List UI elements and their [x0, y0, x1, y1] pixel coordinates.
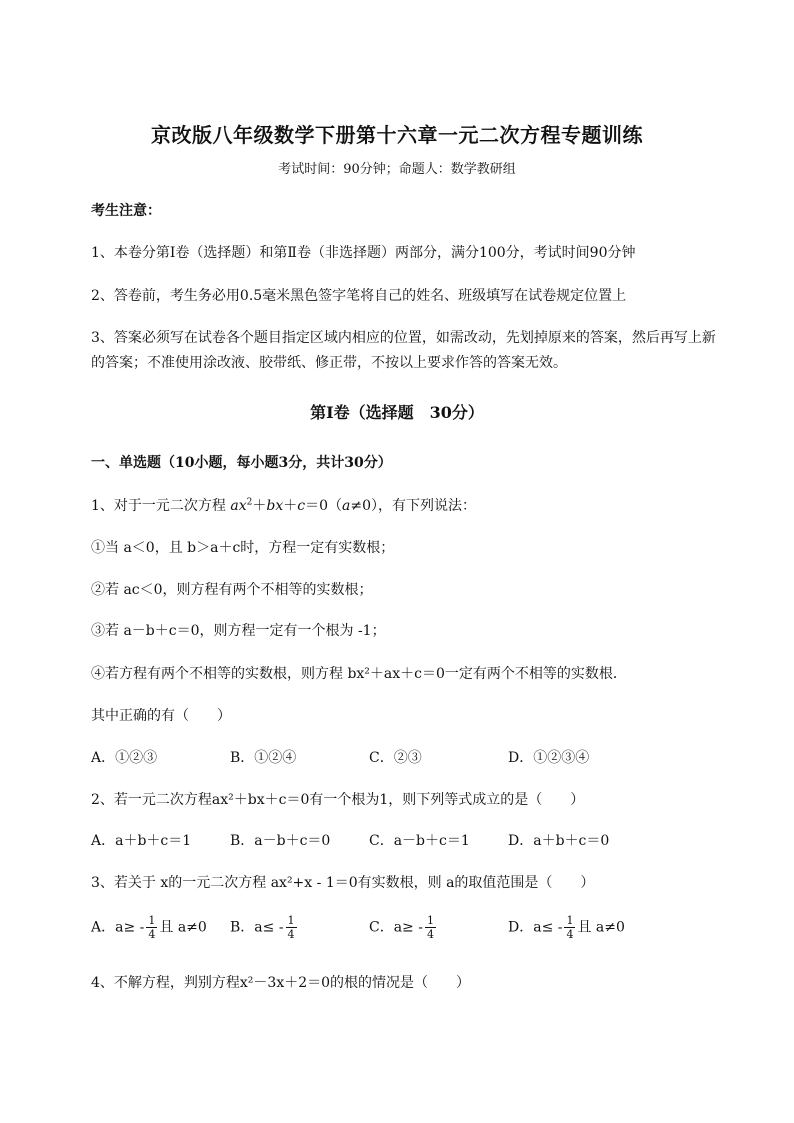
- question-3-stem: 3、若关于 x的一元二次方程 ax²+x - 1＝0有实数根，则 a的取值范围是（ ）: [91, 875, 595, 891]
- q3-d-pre: D．a≤ -: [508, 919, 563, 936]
- q1-option-a[interactable]: A．①②③: [91, 750, 158, 766]
- q3-c-num: 1: [426, 914, 434, 927]
- q3-option-a[interactable]: [91, 914, 207, 941]
- q3-b-fraction: [286, 914, 297, 941]
- q3-d-den: 4: [566, 928, 574, 941]
- q3-a-post: 且 a≠0: [159, 919, 207, 936]
- q1-eq-a: a: [230, 498, 239, 514]
- q1-option-d[interactable]: D．①②③④: [508, 750, 590, 766]
- q3-c-den: 4: [426, 928, 434, 941]
- section-title: 第Ⅰ卷（选择题 30分）: [310, 403, 484, 422]
- q1-option-b[interactable]: B．①②④: [230, 750, 297, 766]
- q1-eq-sup: 2: [246, 497, 253, 508]
- question-2-stem: 2、若一元二次方程ax²＋bx＋c＝0有一个根为1，则下列等式成立的是（ ）: [91, 792, 585, 808]
- q1-eq-ne0: ≠0），有下列说法：: [350, 498, 476, 514]
- part-heading: 一、单选题（10小题，每小题3分，共计30分）: [91, 455, 392, 471]
- q3-a-pre: A．a≥ -: [91, 919, 145, 936]
- page-title: 京改版八年级数学下册第十六章一元二次方程专题训练: [151, 123, 643, 147]
- q1-eq-c: c: [297, 498, 306, 514]
- note-item-2: 2、答卷前，考生务必用0.5毫米黑色签字笔将自己的姓名、班级填写在试卷规定位置上: [91, 288, 627, 304]
- q1-option-c[interactable]: C．②③: [369, 750, 422, 766]
- q1-ask: 其中正确的有（ ）: [91, 708, 231, 724]
- q1-eq-b: bx: [266, 498, 284, 514]
- q1-eq-plus2: ＋: [283, 498, 298, 514]
- q3-b-den: 4: [287, 928, 295, 941]
- q3-d-fraction: [564, 914, 575, 941]
- q1-stem-text: 1、对于一元二次方程: [91, 498, 226, 514]
- q1-statement-4: ④若方程有两个不相等的实数根，则方程 bx²＋ax＋c＝0一定有两个不相等的实数根．: [91, 666, 627, 682]
- q3-c-pre: C．a≥ -: [369, 919, 423, 936]
- q3-option-d[interactable]: [508, 914, 625, 941]
- q3-b-num: 1: [287, 914, 295, 927]
- notes-heading: 考生注意：: [91, 203, 161, 219]
- note-item-3-cont: 的答案；不准使用涂改液、胶带纸、修正带，不按以上要求作答的答案无效。: [91, 355, 567, 371]
- q1-eq-plus: ＋: [252, 498, 267, 514]
- note-item-3: 3、答案必须写在试卷各个题目指定区域内相应的位置，如需改动，先划掉原来的答案，然后再写上新: [91, 330, 716, 346]
- q1-statement-3: ③若 a－b＋c＝0，则方程一定有一个根为 -1；: [91, 623, 386, 639]
- exam-subtitle: 考试时间：90分钟；命题人：数学教研组: [278, 162, 516, 177]
- q3-d-num: 1: [566, 914, 574, 927]
- q2-option-a[interactable]: A．a＋b＋c＝1: [91, 833, 192, 849]
- q3-a-num: 1: [148, 914, 156, 927]
- q2-option-c[interactable]: C．a－b＋c＝1: [369, 833, 470, 849]
- q3-a-fraction: [146, 914, 157, 941]
- note-item-1: 1、本卷分第Ⅰ卷（选择题）和第Ⅱ卷（非选择题）两部分，满分100分，考试时间90分钟: [91, 245, 636, 261]
- q1-statement-2: ②若 ac＜0，则方程有两个不相等的实数根；: [91, 582, 373, 598]
- q3-d-post: 且 a≠0: [577, 919, 625, 936]
- q1-eq-cond: a: [342, 498, 351, 514]
- question-1-stem: [91, 495, 476, 515]
- q1-eq-eq0: ＝0（: [305, 498, 342, 514]
- q1-eq-x: x: [238, 498, 247, 514]
- q1-statement-1: ①当 a＜0，且 b＞a＋c时，方程一定有实数根；: [91, 540, 395, 556]
- q2-option-b[interactable]: B．a－b＋c＝0: [230, 833, 331, 849]
- q3-option-b[interactable]: [230, 914, 299, 941]
- q3-c-fraction: [425, 914, 436, 941]
- q3-a-den: 4: [148, 928, 156, 941]
- q2-option-d[interactable]: D．a＋b＋c＝0: [508, 833, 610, 849]
- q3-option-c[interactable]: [369, 914, 438, 941]
- q3-b-pre: B．a≤ -: [230, 919, 284, 936]
- question-4-stem: 4、不解方程，判别方程x²－3x＋2＝0的根的情况是（ ）: [91, 975, 471, 991]
